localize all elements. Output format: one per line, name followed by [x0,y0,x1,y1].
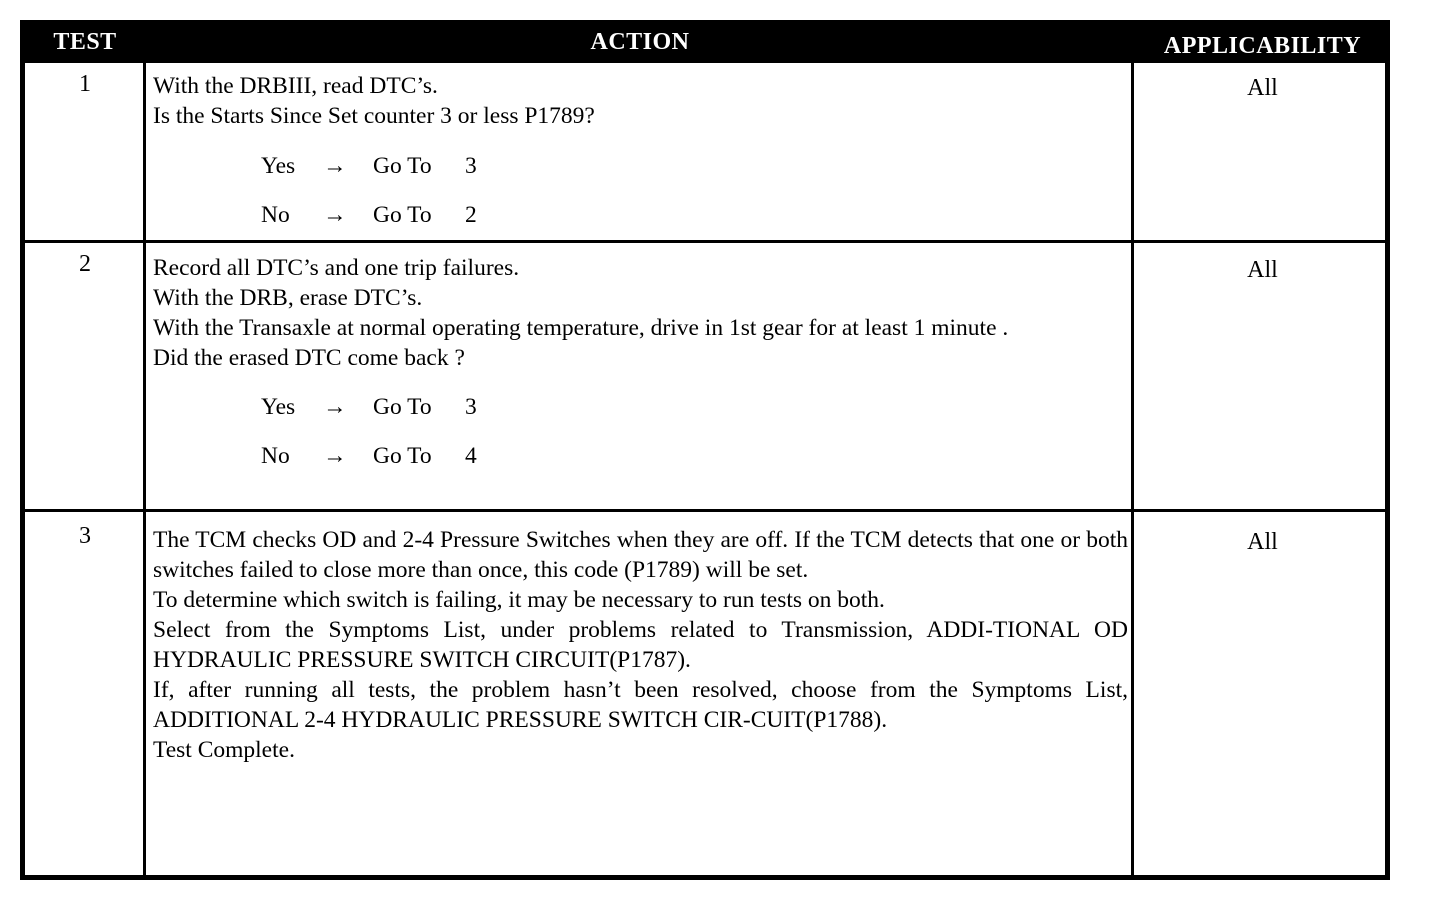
action-line: If, after running all tests, the problem hasn’t been resolved, choose from the Symptoms List, ADDITIONAL 2-4 HYDRAULIC PRESSURE SWITCH CIR-CUIT(P1788). [153,677,1128,733]
applicability-cell-3: All [1247,529,1278,555]
choice-answer: No [261,443,290,469]
choice-goto: Go To [373,394,432,420]
choice-goto: Go To [373,443,432,469]
choice-target: 3 [465,153,477,179]
table-header [25,25,1385,63]
column-divider-action [1131,63,1134,880]
choice-answer: No [261,202,290,228]
action-line: With the Transaxle at normal operating temperature, drive in 1st gear for at least 1 minute . [153,315,1009,341]
test-number-3: 3 [79,523,91,549]
arrow-icon: → [323,394,347,420]
header-test: TEST [53,29,117,55]
arrow-icon: → [323,153,347,179]
header-applicability: APPLICABILITY [1163,33,1362,59]
choice-target: 2 [465,202,477,228]
action-line: Select from the Symptoms List, under problems related to Transmission, ADDI-TIONAL OD HYDRAULIC PRESSURE SWITCH CIRCUIT(P1787). [153,617,1128,673]
row-divider-1 [25,240,1385,243]
choice-goto: Go To [373,202,432,228]
test-number-2: 2 [79,251,91,277]
arrow-icon: → [323,202,347,228]
column-divider-test [143,63,146,880]
choice-no [261,441,1128,471]
action-cell-3 [153,525,1128,765]
row-divider-2 [25,509,1385,512]
choice-goto: Go To [373,153,432,179]
applicability-cell-1: All [1247,75,1278,101]
action-line: With the DRBIII, read DTC’s. [153,73,438,99]
action-cell-2 [153,253,1128,471]
test-complete-label: Test Complete. [153,737,295,763]
arrow-icon: → [323,443,347,469]
header-action: ACTION [590,29,690,55]
choice-target: 4 [465,443,477,469]
action-line: Did the erased DTC come back ? [153,345,465,371]
action-line: Record all DTC’s and one trip failures. [153,255,520,281]
diagnostic-test-table [20,20,1390,880]
action-line: Is the Starts Since Set counter 3 or less P1789? [153,103,595,129]
choice-yes [261,392,1128,422]
action-line: To determine which switch is failing, it may be necessary to run tests on both. [153,587,885,613]
action-line: The TCM checks OD and 2-4 Pressure Switches when they are off. If the TCM detects that one or both switches failed to close more than once, this code (P1789) will be set. [153,527,1128,583]
choice-answer: Yes [261,153,296,179]
test-number-1: 1 [79,71,91,97]
choice-yes [261,151,1128,181]
action-line: With the DRB, erase DTC’s. [153,285,423,311]
applicability-cell-2: All [1247,257,1278,283]
choice-target: 3 [465,394,477,420]
choice-no [261,200,1128,230]
action-cell-1 [153,71,1128,230]
choice-answer: Yes [261,394,296,420]
